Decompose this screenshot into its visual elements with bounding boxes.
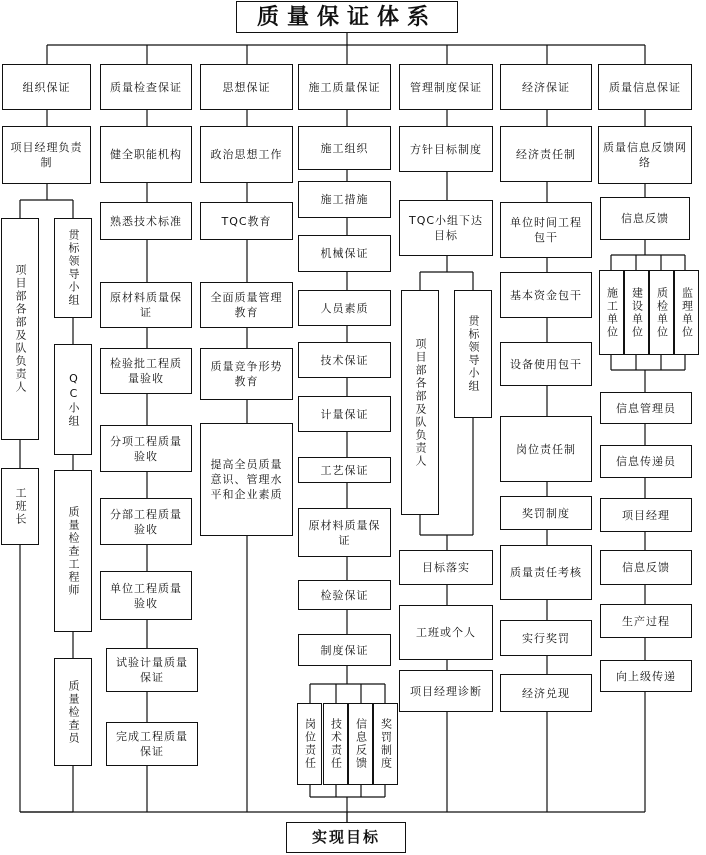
c2-item-6: 分部工程质量验收: [100, 498, 192, 545]
c3-item-5: 提高全员质量意识、管理水平和企业素质: [200, 423, 293, 536]
c7-sub-1: 施工单位: [599, 270, 624, 355]
c4-item-6: 计量保证: [298, 396, 391, 432]
c4-item-5: 技术保证: [298, 342, 391, 378]
c4-item-4: 人员素质: [298, 290, 391, 326]
c7-after-1: 信息管理员: [600, 392, 692, 424]
c4-item-2: 施工措施: [298, 181, 391, 218]
c4-item-3: 机械保证: [298, 235, 391, 272]
c7-item-1: 质量信息反馈网络: [598, 126, 692, 184]
c5-item-2: TQC小组下达目标: [399, 200, 493, 256]
header-organization: 组织保证: [2, 64, 91, 110]
header-quality-info: 质量信息保证: [598, 64, 692, 110]
c5-after-2: 工班或个人: [399, 605, 493, 660]
c7-after-4: 信息反馈: [600, 550, 692, 585]
c6-item-7: 质量责任考核: [500, 545, 592, 600]
c4-sub-3: 信息反馈: [348, 703, 373, 785]
c2-item-2: 熟悉技术标准: [100, 202, 192, 240]
c7-after-3: 项目经理: [600, 498, 692, 532]
header-management-system: 管理制度保证: [399, 64, 493, 110]
c6-item-2: 单位时间工程包干: [500, 202, 592, 258]
c7-after-6: 向上级传递: [600, 660, 692, 692]
c7-sub-4: 监理单位: [674, 270, 699, 355]
header-economic: 经济保证: [500, 64, 592, 110]
c4-sub-2: 技术责任: [323, 703, 348, 785]
c5-after-1: 目标落实: [399, 550, 493, 585]
c7-after-2: 信息传递员: [600, 445, 692, 478]
c2-item-1: 健全职能机构: [100, 126, 192, 183]
c4-sub-4: 奖罚制度: [373, 703, 398, 785]
c7-after-5: 生产过程: [600, 604, 692, 638]
c7-item-2: 信息反馈: [600, 197, 690, 240]
c6-item-4: 设备使用包干: [500, 342, 592, 386]
diagram-title: 质量保证体系: [236, 1, 458, 33]
c2-item-5: 分项工程质量验收: [100, 425, 192, 472]
header-ideology: 思想保证: [200, 64, 293, 110]
c1-dept-team-leaders: 项目部各部及队负责人: [1, 218, 39, 440]
c2-item-7: 单位工程质量验收: [100, 571, 192, 620]
goal-box: 实现目标: [286, 822, 406, 853]
c6-item-1: 经济责任制: [500, 126, 592, 182]
c1-quality-inspection-engineer: 质量检查工程师: [54, 470, 92, 632]
c1-qc-group: QC小组: [54, 344, 92, 455]
header-quality-inspection: 质量检查保证: [100, 64, 192, 110]
c6-item-6: 奖罚制度: [500, 496, 592, 530]
c4-sub-1: 岗位责任: [297, 703, 322, 785]
c4-item-10: 制度保证: [298, 634, 391, 666]
c5-item-1: 方针目标制度: [399, 126, 493, 172]
c6-item-9: 经济兑现: [500, 674, 592, 712]
c3-item-1: 政治思想工作: [200, 126, 293, 183]
c1-project-manager-responsibility: 项目经理负责制: [2, 126, 91, 184]
c6-item-5: 岗位责任制: [500, 416, 592, 482]
c2-item-4: 检验批工程质量验收: [100, 348, 192, 394]
c4-item-8: 原材料质量保证: [298, 508, 391, 557]
c7-sub-3: 质检单位: [649, 270, 674, 355]
c7-sub-2: 建设单位: [624, 270, 649, 355]
header-construction-quality: 施工质量保证: [298, 64, 391, 110]
c3-item-4: 质量竞争形势教育: [200, 348, 293, 400]
c6-item-8: 实行奖罚: [500, 620, 592, 656]
c1-crew-leader: 工班长: [1, 468, 39, 545]
c2-item-3: 原材料质量保证: [100, 282, 192, 328]
c3-item-2: TQC教育: [200, 202, 293, 240]
c4-item-9: 检验保证: [298, 580, 391, 610]
c5-sub-leading-group: 贯标领导小组: [454, 290, 492, 418]
c2-item-8: 试验计量质量保证: [106, 648, 198, 692]
c1-quality-inspector: 质量检查员: [54, 658, 92, 766]
c6-item-3: 基本资金包干: [500, 272, 592, 318]
c5-sub-dept-leaders: 项目部各部及队负责人: [401, 290, 439, 515]
c5-after-3: 项目经理诊断: [399, 670, 493, 712]
c2-item-9: 完成工程质量保证: [106, 722, 198, 766]
c1-standard-leading-group: 贯标领导小组: [54, 218, 92, 318]
c3-item-3: 全面质量管理教育: [200, 282, 293, 328]
c4-item-7: 工艺保证: [298, 457, 391, 483]
c4-item-1: 施工组织: [298, 126, 391, 170]
